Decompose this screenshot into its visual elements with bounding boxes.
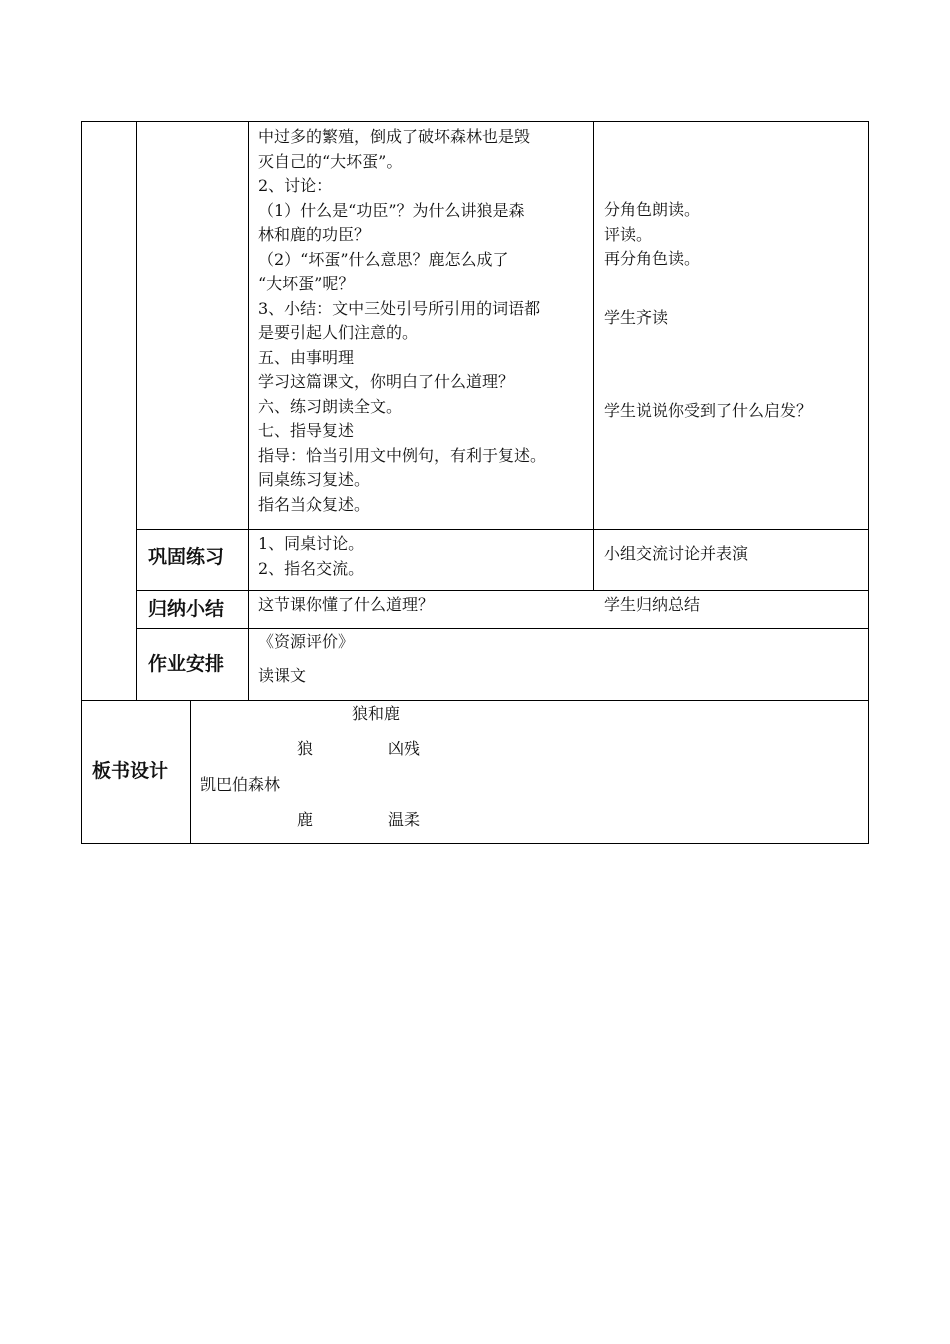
- content-line: 3、小结：文中三处引号所引用的词语都: [258, 298, 541, 318]
- row-divider-summary: [136, 590, 869, 591]
- row-divider-board: [81, 700, 869, 701]
- row-divider-homework: [136, 628, 869, 629]
- content-line: 指名当众复述。: [258, 494, 371, 514]
- content-line: 学习这篇课文，你明白了什么道理？: [258, 372, 515, 391]
- content-line: 六、练习朗读全文。: [258, 396, 403, 416]
- column-divider-2: [248, 121, 249, 701]
- content-line: 2、讨论：: [258, 176, 333, 195]
- content-line: 是要引起人们注意的。: [258, 323, 419, 342]
- board-title: 狼和鹿: [352, 704, 401, 723]
- content-line: 林和鹿的功臣？: [258, 225, 371, 244]
- column-divider-1: [136, 121, 137, 701]
- table-bottom-border: [81, 843, 869, 844]
- homework-content-line: 《资源评价》: [258, 632, 355, 651]
- content-line: 同桌练习复述。: [258, 470, 371, 489]
- homework-content-line: 读课文: [258, 666, 307, 685]
- summary-label: 归纳小结: [148, 598, 225, 620]
- board-label-divider: [190, 700, 191, 844]
- board-wolf-trait: 凶残: [388, 739, 421, 758]
- practice-activity: 小组交流讨论并表演: [604, 544, 749, 563]
- content-line: “大坏蛋”呢？: [258, 274, 355, 293]
- activity-line: 学生说说你受到了什么启发？: [604, 401, 813, 420]
- content-line: 指导：恰当引用文中例句，有利于复述。: [258, 445, 547, 465]
- content-line: 七、指导复述: [258, 421, 355, 440]
- content-line: （2）“坏蛋”什么意思？鹿怎么成了: [258, 249, 509, 269]
- homework-label: 作业安排: [148, 653, 225, 675]
- summary-activity: 学生归纳总结: [604, 595, 701, 614]
- content-line: 灭自己的“大坏蛋”。: [258, 151, 403, 171]
- table-right-border: [868, 121, 869, 844]
- board-deer: 鹿: [297, 810, 314, 829]
- content-line: （1）什么是“功臣”？为什么讲狼是森: [258, 200, 525, 220]
- practice-content-line: 2、指名交流。: [258, 558, 365, 578]
- board-label: 板书设计: [92, 760, 169, 782]
- row-divider-practice: [136, 529, 869, 530]
- activity-line: 学生齐读: [604, 308, 669, 327]
- table-top-border: [81, 121, 869, 122]
- summary-content: 这节课你懂了什么道理？: [258, 595, 435, 614]
- practice-content-line: 1、同桌讨论。: [258, 534, 365, 553]
- activity-line: 分角色朗读。: [604, 200, 701, 219]
- activity-line: 再分角色读。: [604, 249, 701, 268]
- content-line: 中过多的繁殖，倒成了破坏森林也是毁: [258, 127, 531, 146]
- content-line: 五、由事明理: [258, 347, 355, 367]
- board-forest: 凯巴伯森林: [200, 775, 281, 794]
- activity-line: 评读。: [604, 224, 653, 244]
- board-wolf: 狼: [297, 739, 314, 758]
- table-left-border: [81, 121, 82, 844]
- column-divider-3: [593, 121, 594, 591]
- practice-label: 巩固练习: [148, 546, 225, 568]
- board-deer-trait: 温柔: [388, 810, 421, 829]
